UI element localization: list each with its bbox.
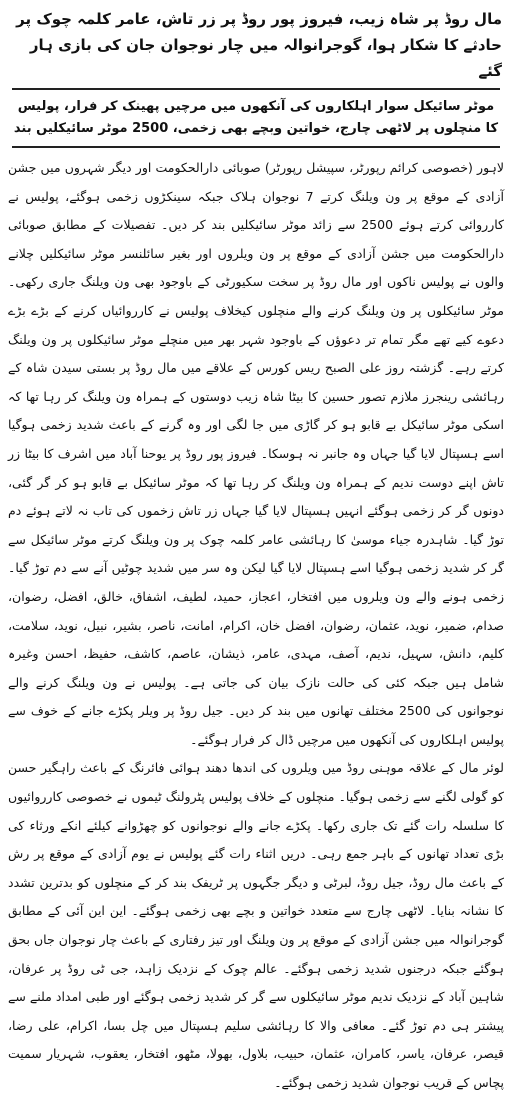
- article-paragraph: لوئر مال کے علاقہ موہنی روڈ میں ویلروں کی اندھا دھند ہوائی فائرنگ کے باعث راہگیر حسن کو گولی لگنے سے زخمی ہوگیا۔ منچلوں کے خلاف پولیس پٹرولنگ ٹیموں نے خصوصی کارروائیوں کا سلسلہ رات گئے تک جاری رکھا۔ پکڑے جانے والے نوجوانوں کو چھڑوانے کیلئے انکے ورثاء کی بڑی تعداد تھانوں کے باہر جمع رہی۔ دریں اثناء رات گئے پولیس نے یوم آزادی کے موقع پر رش کے باعث مال روڈ، جیل روڈ، لبرٹی و دیگر جگہوں پر ٹریفک بند کر کے منچلوں کو بدترین تشدد کا نشانہ بنایا۔ لاٹھی چارج سے متعدد خواتین و بچے بھی زخمی ہوگئے۔ این این آئی کے مطابق گوجرانوالہ میں جشن آزادی کے موقع پر ون ویلنگ اور تیز رفتاری کے باعث چار نوجوان جاں بحق ہوگئے جبکہ درجنوں شدید زخمی ہوگئے۔ عالم چوک کے نزدیک زاہد، جی ٹی روڈ پر عرفان، شاہین آباد کے نزدیک ندیم موٹر سائیکلوں سے گر کر شدید زخمی ہوگئے اور طبی امداد ملنے سے پیشتر ہی دم توڑ گئے۔ معافی والا کا رہائشی سلیم ہسپتال میں چل بسا، اکرام، علی رضا، قیصر، عرفان، یاسر، کامران، عثمان، حبیب، بلاول، بھولا، مٹھو، افتخار، یعقوب، شہریار سمیت پچاس کے قریب نوجوان شدید زخمی ہوگئے۔: [8, 760, 504, 1090]
- article-subheadline: موٹر سائیکل سوار اہلکاروں کی آنکھوں میں مرچیں پھینک کر فرار، پولیس کا منچلوں پر لاٹھی چارج، خواتین وبچے بھی زخمی، 2500 موٹر سائیکلیں بند: [13, 99, 499, 136]
- article-paragraph: لاہور (خصوصی کرائم رپورٹر، سپیشل رپورٹر) صوبائی دارالحکومت اور دیگر شہروں میں جشن آزادی کے موقع پر ون ویلنگ کرتے 7 نوجوان ہلاک جبکہ سینکڑوں زخمی ہوگئے، پولیس نے کارروائی کرتے ہوئے 2500 سے زائد موٹر سائیکلیں بند کر دیں۔ تفصیلات کے مطابق صوبائی دارالحکومت میں جشن آزادی کے موقع پر ون ویلروں اور بغیر سائلنسر موٹر سائیکلیں چلانے والوں نے پولیس ناکوں اور مال روڈ پر سخت سکیورٹی کے باوجود بھی ون ویلنگ جاری رکھی۔ موٹر سائیکلوں پر ون ویلنگ کرنے والے منچلوں کیخلاف پولیس نے کارروائیاں کرنے کے بڑے بڑے دعوے کیے تھے مگر تمام تر دعوؤں کے باوجود شہر بھر میں منچلے موٹر سائیکلوں پر ون ویلنگ کرتے رہے۔ گزشتہ روز علی الصبح ریس کورس کے علاقے میں مال روڈ پر بستی سیدن شاہ کے رہائشی رینجرز ملازم تصور حسین کا بیٹا شاہ زیب دوستوں کے ہمراہ ون ویلنگ کر رہا تھا کہ اسکی موٹر سائیکل بے قابو ہو کر گاڑی میں جا لگی اور وہ گرنے کے باعث شدید زخمی ہوگیا اسے ہسپتال لایا گیا جہاں وہ جانبر نہ ہوسکا۔ فیروز پور روڈ پر یوحنا آباد میں اشرف کا بیٹا زر تاش اپنے دوست ندیم کے ہمراہ ون ویلنگ کر رہا تھا کہ موٹر سائیکل بے قابو ہو کر گر گئی، دونوں گر کر زخمی ہوگئے انہیں ہسپتال لایا گیا جہاں زر تاش زخموں کی تاب نہ لاتے ہوئے دم توڑ گیا۔ شاہدرہ جیاء موسیٰ کا رہائشی عامر کلمہ چوک پر ون ویلنگ کرتے موٹر سائیکل سے گر کر شدید زخمی ہوگیا اسے ہسپتال لایا گیا لیکن وہ سر میں شدید چوٹیں آنے سے دم توڑ گیا۔ زخمی ہونے والے ون ویلروں میں افتخار، اعجاز، حمید، لطیف، اشفاق، خالق، افضل، رضوان، صدام، ضمیر، نوید، عثمان، رضوان، افضل خان، اکرام، امانت، ناصر، بشیر، نبیل، نوید، سلامت، کلیم، دانش، سہیل، ندیم، آصف، مہدی، عامر، ذیشان، عاصم، کاشف، حفیظ، احسن وغیرہ شامل ہیں جبکہ کئی کی حالت نازک بیان کی جاتی ہے۔ پولیس نے ون ویلنگ کرنے والے نوجوانوں کی 2500 مختلف تھانوں میں بند کر دیں۔ جیل روڈ پر ویلر پکڑے جانے کے خوف سے پولیس اہلکاروں کی آنکھوں میں مرچیں ڈال کر فرار ہوگئے۔: [8, 160, 504, 747]
- divider-top: [12, 88, 500, 90]
- article-headline: مال روڈ پر شاہ زیب، فیروز پور روڈ پر زر تاش، عامر کلمہ چوک پر حادثے کا شکار ہوا، گوجرانوالہ میں چار نوجوان جان کی بازی ہار گئے: [16, 10, 502, 80]
- divider-bottom: [12, 146, 500, 148]
- article-body: [8, 154, 504, 1098]
